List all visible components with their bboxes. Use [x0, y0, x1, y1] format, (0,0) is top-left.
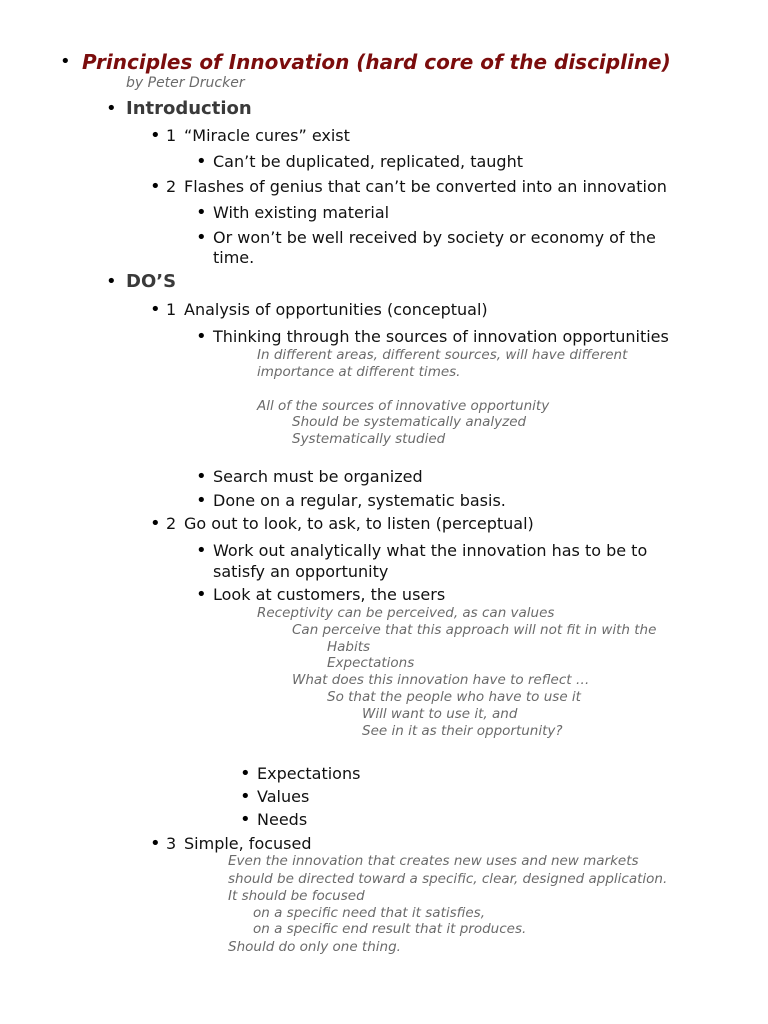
note-line: It should be focused [228, 888, 365, 904]
list-item: Thinking through the sources of innovation opportunities [213, 327, 669, 346]
note-line: All of the sources of innovative opportunity [257, 398, 550, 414]
bullet-icon: • [196, 151, 207, 172]
list-item-continuation: satisfy an opportunity [213, 562, 389, 581]
bullet-icon: • [60, 51, 71, 72]
list-item: With existing material [213, 203, 390, 222]
note-line: should be directed toward a specific, clear, designed application. [228, 871, 668, 887]
bullet-icon: • [196, 466, 207, 487]
list-item: Simple, focused [184, 834, 312, 853]
bullet-icon: • [196, 490, 207, 511]
bullet-icon: • [196, 202, 207, 223]
list-item-number: 2 [166, 514, 177, 533]
list-item: Done on a regular, systematic basis. [213, 491, 506, 510]
section-heading-dos: DO’S [126, 271, 177, 292]
note-line: In different areas, different sources, will have different [257, 347, 628, 363]
note-line: Systematically studied [292, 431, 446, 447]
note-line: importance at different times. [257, 364, 461, 380]
bullet-icon: • [150, 833, 161, 854]
list-item: Search must be organized [213, 467, 423, 486]
bullet-icon: • [196, 540, 207, 561]
note-line: Expectations [327, 655, 415, 671]
note-line: on a specific need that it satisfies, [253, 905, 485, 921]
list-item: Work out analytically what the innovation has to be to [213, 541, 648, 560]
bullet-icon: • [240, 809, 251, 830]
bullet-icon: • [150, 299, 161, 320]
note-line: See in it as their opportunity? [362, 723, 563, 739]
bullet-icon: • [106, 271, 117, 292]
list-item: Needs [257, 810, 308, 829]
bullet-icon: • [196, 227, 207, 248]
bullet-icon: • [196, 584, 207, 605]
list-item: Analysis of opportunities (conceptual) [184, 300, 488, 319]
list-item: Look at customers, the users [213, 585, 446, 604]
list-item: “Miracle cures” exist [184, 126, 350, 145]
bullet-icon: • [106, 98, 117, 119]
list-item-number: 2 [166, 177, 177, 196]
list-item: Can’t be duplicated, replicated, taught [213, 152, 523, 171]
note-line: Should do only one thing. [228, 939, 401, 955]
note-line: on a specific end result that it produces. [253, 921, 527, 937]
list-item: Go out to look, to ask, to listen (perceptual) [184, 514, 534, 533]
list-item-number: 1 [166, 126, 177, 145]
list-item-number: 3 [166, 834, 177, 853]
list-item: Expectations [257, 764, 361, 783]
list-item-number: 1 [166, 300, 177, 319]
note-line: Should be systematically analyzed [292, 414, 527, 430]
page-title: Principles of Innovation (hard core of the discipline) [82, 50, 671, 74]
bullet-icon: • [240, 786, 251, 807]
list-item: Values [257, 787, 310, 806]
section-heading-introduction: Introduction [126, 98, 252, 119]
note-line: Can perceive that this approach will not fit in with the [292, 622, 657, 638]
note-line: So that the people who have to use it [327, 689, 581, 705]
note-line: Habits [327, 639, 371, 655]
bullet-icon: • [150, 125, 161, 146]
list-item: Flashes of genius that can’t be converted into an innovation [184, 177, 667, 196]
bullet-icon: • [240, 763, 251, 784]
note-line: Will want to use it, and [362, 706, 518, 722]
bullet-icon: • [150, 176, 161, 197]
author-line: by Peter Drucker [126, 75, 245, 91]
list-item: Or won’t be well received by society or economy of the [213, 228, 656, 247]
note-line: Receptivity can be perceived, as can values [257, 605, 555, 621]
note-line: What does this innovation have to reflect … [292, 672, 590, 688]
list-item-continuation: time. [213, 248, 255, 267]
bullet-icon: • [196, 326, 207, 347]
note-line: Even the innovation that creates new uses and new markets [228, 853, 639, 869]
bullet-icon: • [150, 513, 161, 534]
